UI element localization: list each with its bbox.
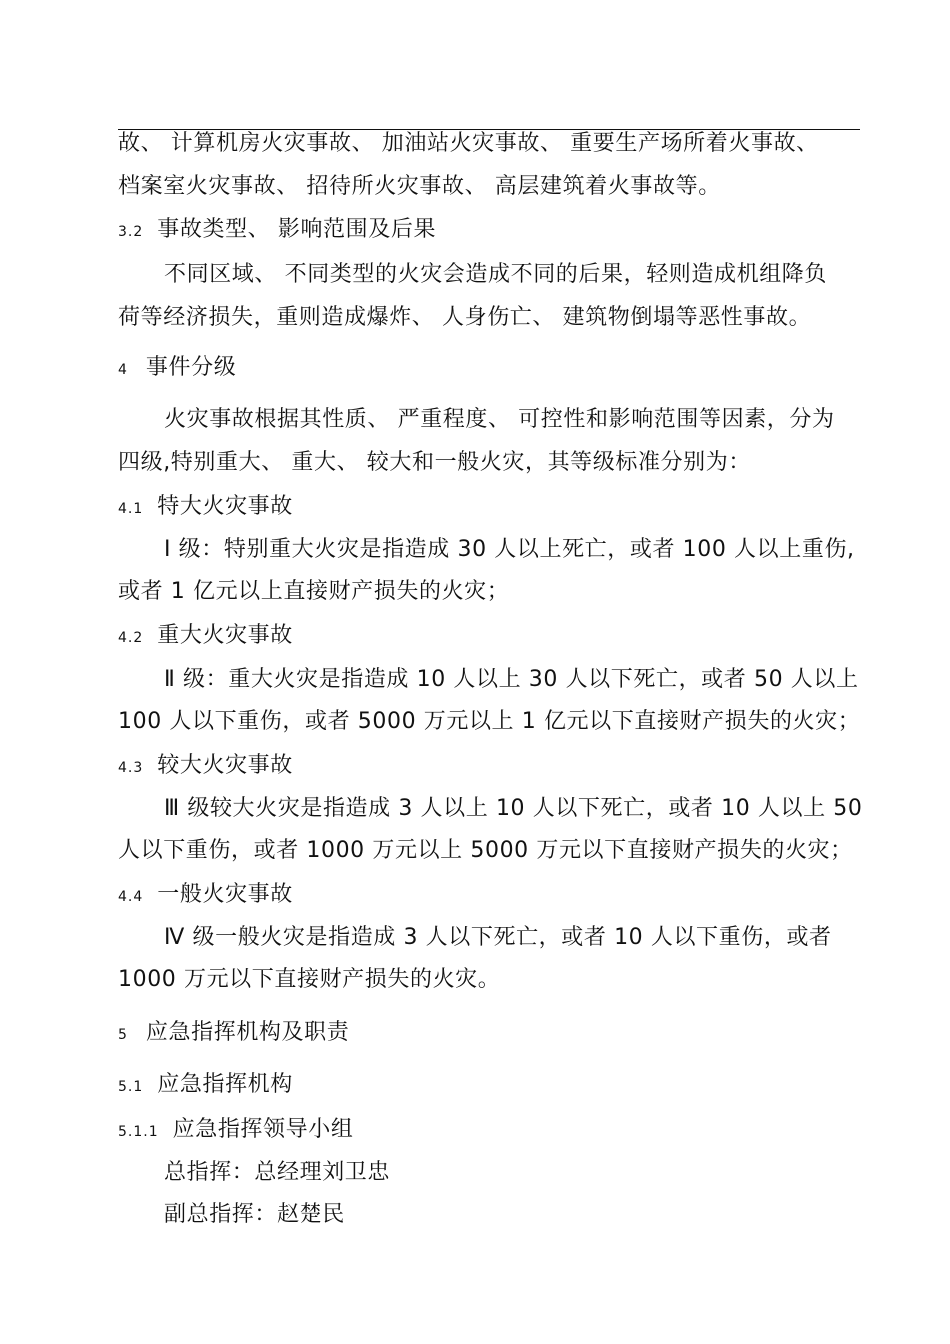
section-heading xyxy=(118,1070,293,1102)
section-number: 4.4 xyxy=(118,889,144,905)
body-line: 1000 万元以下直接财产损失的火灾。 xyxy=(118,967,501,992)
body-line: 故、 计算机房火灾事故、 加油站火灾事故、 重要生产场所着火事故、 xyxy=(118,131,819,156)
body-line: Ⅱ 级：重大火灾是指造成 10 人以上 30 人以下死亡，或者 50 人以上 xyxy=(164,667,859,692)
section-title: 应急指挥领导小组 xyxy=(172,1117,354,1142)
section-title: 事故类型、 影响范围及后果 xyxy=(157,217,437,242)
section-heading xyxy=(118,1115,353,1147)
section-number: 5.1 xyxy=(118,1079,144,1095)
body-line: Ⅰ 级：特别重大火灾是指造成 30 人以上死亡，或者 100 人以上重伤, xyxy=(164,537,855,562)
section-heading xyxy=(118,1018,349,1050)
section-number: 5.1.1 xyxy=(118,1124,159,1140)
section-number: 3.2 xyxy=(118,224,144,240)
body-line: 100 人以下重伤，或者 5000 万元以上 1 亿元以下直接财产损失的火灾； xyxy=(118,709,861,734)
body-line: 档案室火灾事故、 招待所火灾事故、 高层建筑着火事故等。 xyxy=(118,174,721,199)
section-title: 特大火灾事故 xyxy=(157,494,293,519)
body-line: 或者 1 亿元以上直接财产损失的火灾； xyxy=(118,579,510,604)
body-line: 火灾事故根据其性质、 严重程度、 可控性和影响范围等因素，分为 xyxy=(164,407,835,432)
section-heading xyxy=(118,353,236,385)
section-number: 4.2 xyxy=(118,630,144,646)
body-line: 人以下重伤，或者 1000 万元以上 5000 万元以下直接财产损失的火灾； xyxy=(118,838,853,863)
section-number: 4.3 xyxy=(118,760,144,776)
body-line: 总指挥：总经理刘卫忠 xyxy=(164,1160,391,1185)
body-line: 荷等经济损失，重则造成爆炸、 人身伤亡、 建筑物倒塌等恶性事故。 xyxy=(118,305,812,330)
section-title: 一般火灾事故 xyxy=(157,882,293,907)
section-heading xyxy=(118,215,436,247)
section-heading xyxy=(118,621,293,653)
section-title: 重大火灾事故 xyxy=(157,623,293,648)
body-line: 四级,特别重大、 重大、 较大和一般火灾，其等级标准分别为： xyxy=(118,450,751,475)
section-title: 应急指挥机构及职责 xyxy=(145,1020,350,1045)
body-line: 副总指挥：赵楚民 xyxy=(164,1202,345,1227)
section-title: 应急指挥机构 xyxy=(157,1072,293,1097)
section-number: 4 xyxy=(118,362,128,378)
section-title: 较大火灾事故 xyxy=(157,753,293,778)
section-number: 4.1 xyxy=(118,501,144,517)
section-number: 5 xyxy=(118,1027,128,1043)
section-heading xyxy=(118,492,293,524)
section-title: 事件分级 xyxy=(145,355,237,380)
section-heading xyxy=(118,751,293,783)
section-heading xyxy=(118,880,293,912)
body-line: 不同区域、 不同类型的火灾会造成不同的后果，轻则造成机组降负 xyxy=(164,262,827,287)
body-line: Ⅲ 级较大火灾是指造成 3 人以上 10 人以下死亡，或者 10 人以上 50 xyxy=(164,796,863,821)
body-line: Ⅳ 级一般火灾是指造成 3 人以下死亡，或者 10 人以下重伤，或者 xyxy=(164,925,832,950)
